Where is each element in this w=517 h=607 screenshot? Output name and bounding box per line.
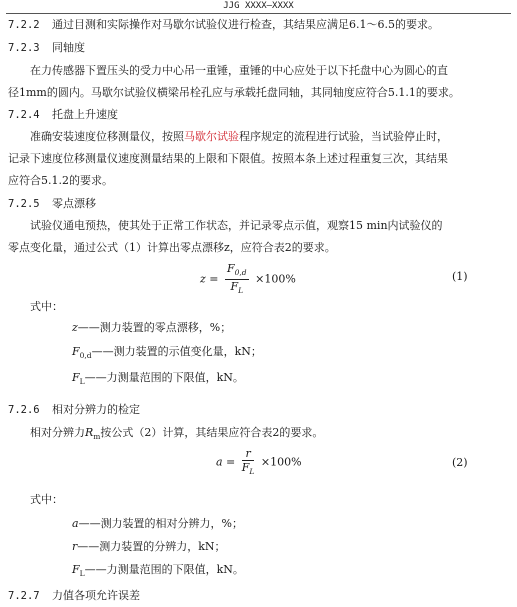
section-text: 通过目测和实际操作对马歇尔试验仪进行检查，其结果应满足6.1～6.5的要求。: [52, 18, 439, 31]
equation-lhs: a =: [216, 455, 236, 469]
highlighted-text: 马歇尔试验: [184, 130, 239, 143]
text-run: 程序规定的流程进行试验，当试验停止时，: [239, 130, 448, 143]
section-title: 同轴度: [52, 41, 85, 54]
denominator: $F_L$: [230, 280, 244, 296]
equation-2: [216, 447, 302, 478]
paragraph-line: 径1mm的圆内。马歇尔试验仪横梁吊栓孔应与承载托盘同轴，其同轴度应符合5.1.1的要求。: [8, 86, 460, 99]
paragraph-line: 相对分辨力$R_m$按公式（2）计算，其结果应符合表2的要求。: [30, 426, 324, 442]
equation-rhs: ×100%: [255, 272, 296, 286]
section-7-2-2: [8, 18, 439, 32]
numerator: r: [242, 447, 255, 461]
header-rule: [6, 13, 511, 14]
paragraph-line: 试验仪通电预热，使其处于正常工作状态，并记录零点示值，观察15 min内试验仪的: [30, 219, 443, 232]
section-7-2-3-heading: [8, 41, 85, 55]
paragraph-line: [30, 130, 448, 144]
text-run: 准确安装速度位移测量仪，按照: [30, 130, 184, 143]
fraction: [225, 262, 249, 297]
equation-lhs: z =: [200, 272, 219, 286]
variable-definition: z——测力装置的零点漂移，%；: [72, 321, 232, 334]
equation-number: (1): [452, 270, 468, 283]
section-title: 相对分辨力的检定: [52, 403, 140, 416]
variable-definition: $F_{0,d}——$测力装置的示值变化量，kN；: [72, 345, 262, 361]
section-number: 7.2.5: [8, 198, 40, 210]
equation-number: (2): [452, 456, 468, 469]
section-title: 托盘上升速度: [52, 108, 118, 121]
section-number: 7.2.4: [8, 109, 40, 121]
section-7-2-4-heading: [8, 108, 118, 122]
variable-definition: $F_L——$力测量范围的下限值，kN。: [72, 371, 244, 387]
variable-definition: r——测力装置的分辨力，kN；: [72, 540, 226, 553]
section-number: 7.2.2: [8, 19, 40, 31]
section-title: 零点漂移: [52, 197, 96, 210]
section-number: 7.2.6: [8, 404, 40, 416]
denominator: $F_L$: [241, 461, 255, 477]
section-title: 力值各项允许误差: [52, 589, 140, 602]
numerator: $F_{0,d}$: [225, 262, 249, 280]
where-label: 式中：: [30, 300, 63, 313]
where-label: 式中：: [30, 493, 63, 506]
running-header: JJG XXXX—XXXX: [223, 1, 294, 11]
section-number: 7.2.3: [8, 42, 40, 54]
equation-1: [200, 262, 296, 297]
section-number: 7.2.7: [8, 590, 40, 602]
variable-definition: $F_L——$力测量范围的下限值，kN。: [72, 563, 244, 579]
equation-rhs: ×100%: [260, 455, 302, 469]
paragraph-line: 在力传感器下置压头的受力中心吊一重锤，重锤的中心应处于以下托盘中心为圆心的直: [30, 64, 448, 77]
fraction: [242, 447, 255, 478]
section-7-2-6-heading: [8, 403, 140, 417]
variable-definition: a——测力装置的相对分辨力，%；: [72, 517, 244, 530]
paragraph-line: 记录下速度位移测量仪速度测量结果的上限和下限值。按照本条上述过程重复三次，其结果: [8, 152, 448, 165]
section-7-2-5-heading: [8, 197, 96, 211]
section-7-2-7-heading: [8, 589, 140, 603]
paragraph-line: 应符合5.1.2的要求。: [8, 174, 113, 187]
paragraph-line: 零点变化量，通过公式（1）计算出零点漂移z，应符合表2的要求。: [8, 241, 336, 254]
